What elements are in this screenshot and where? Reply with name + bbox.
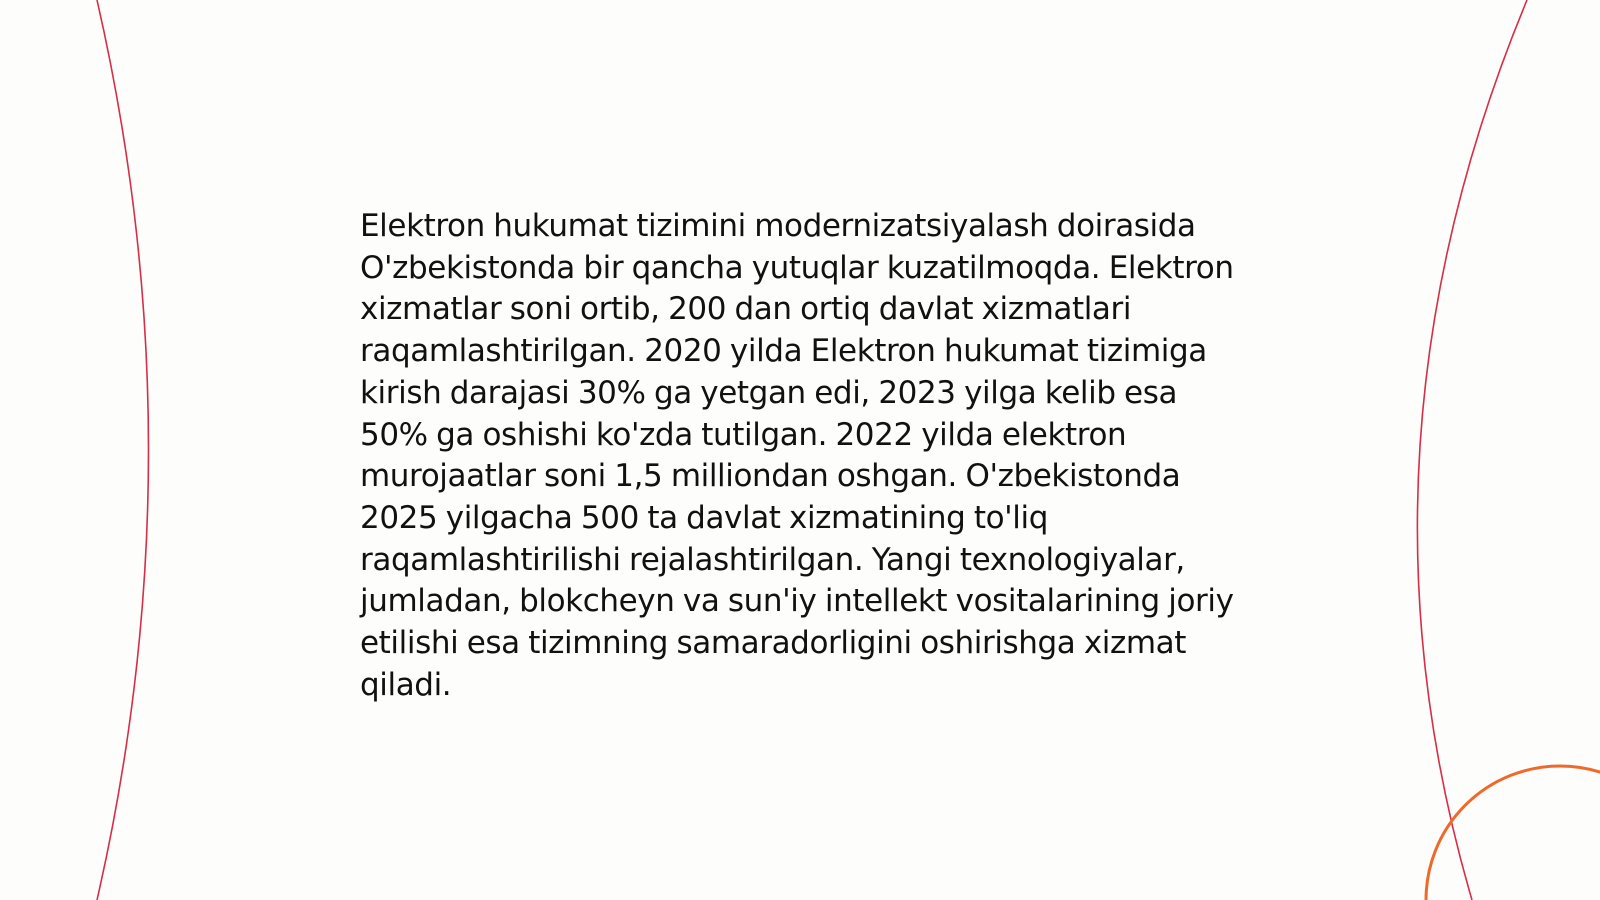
orange-accent-arc bbox=[1426, 766, 1600, 900]
left-curved-line bbox=[97, 0, 149, 900]
right-curved-line bbox=[1417, 0, 1527, 900]
slide-body-text: Elektron hukumat tizimini modernizatsiyalash doirasida O'zbekistonda bir qancha yutuqlar kuzatilmoqda. Elektron xizmatlar soni ortib, 200 dan ortiq davlat xizmatlari raqamlashtirilgan. 2020 yilda Elektron hukumat tizimiga kirish darajasi 30% ga yetgan edi, 2023 yilga kelib esa 50% ga oshishi ko'zda tutilgan. 2022 yilda elektron murojaatlar soni 1,5 milliondan oshgan. O'zbekistonda 2025 yilgacha 500 ta davlat xizmatining to'liq raqamlashtirilishi rejalashtirilgan. Yangi texnologiyalar, jumladan, blokcheyn va sun'iy intellekt vositalarining joriy etilishi esa tizimning samaradorligini oshirishga xizmat qiladi. bbox=[360, 208, 1234, 703]
